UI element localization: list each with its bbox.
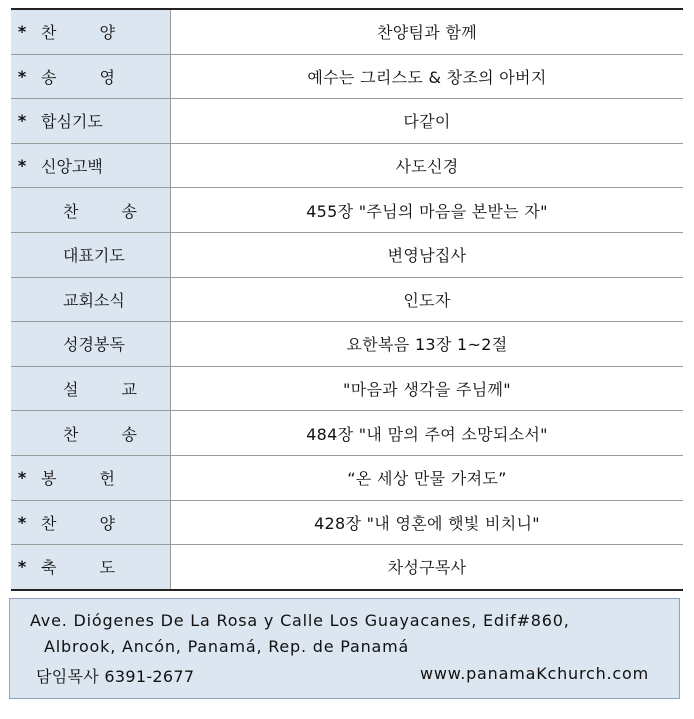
order-row [11, 10, 683, 55]
order-label-cell [11, 233, 171, 277]
order-label-cell [11, 456, 171, 500]
standing-marker: * [17, 111, 27, 131]
order-row [11, 188, 683, 233]
order-content: 인도자 [403, 290, 451, 310]
order-content: 변영남집사 [387, 246, 467, 266]
order-label [41, 555, 115, 578]
order-label-cell [11, 10, 171, 54]
order-content: "마음과 생각을 주님께" [343, 380, 511, 400]
order-row [11, 278, 683, 323]
order-label [63, 199, 137, 222]
order-label-cell [11, 278, 171, 322]
order-label-part: 양 [99, 513, 115, 533]
order-content: 455장 "주님의 마음을 본받는 자" [306, 201, 548, 221]
order-row [11, 545, 683, 589]
standing-marker: * [17, 468, 27, 488]
order-content: 찬양팀과 함께 [377, 23, 477, 43]
order-content: 428장 "내 영혼에 햇빛 비치니" [314, 513, 540, 533]
order-content: 사도신경 [395, 157, 459, 177]
order-row [11, 367, 683, 412]
order-label-part: 영 [99, 67, 115, 87]
order-label-part: 성경봉독 [63, 335, 125, 355]
order-label-cell [11, 411, 171, 455]
order-label-part: 도 [99, 558, 115, 578]
order-label-part: 봉 [41, 469, 57, 489]
order-label [41, 20, 115, 43]
order-label-cell [11, 501, 171, 545]
worship-order-table [11, 8, 683, 591]
order-label-cell [11, 322, 171, 366]
order-label-cell [11, 55, 171, 99]
order-row [11, 233, 683, 278]
order-label [63, 288, 125, 311]
standing-marker: * [17, 557, 27, 577]
order-label-cell [11, 188, 171, 232]
church-info-footer [9, 598, 680, 699]
order-label-cell [11, 545, 171, 589]
order-content: 차성구목사 [387, 558, 467, 578]
order-content: 484장 "내 맘의 주여 소망되소서" [306, 424, 548, 444]
order-label-part: 합심기도 [41, 112, 103, 132]
standing-marker: * [17, 156, 27, 176]
order-label [41, 466, 115, 489]
order-label-part: 찬 [63, 201, 79, 221]
order-label-part: 헌 [99, 469, 115, 489]
order-row [11, 144, 683, 189]
order-label-part: 양 [99, 23, 115, 43]
standing-marker: * [17, 22, 27, 42]
order-label-cell [11, 367, 171, 411]
order-label-cell [11, 99, 171, 143]
order-label-part: 찬 [41, 23, 57, 43]
order-content: 요한복음 13장 1~2절 [346, 335, 508, 355]
order-label-part: 찬 [41, 513, 57, 533]
order-label-part: 찬 [63, 424, 79, 444]
order-label [41, 109, 103, 132]
order-label [63, 422, 137, 445]
order-label [41, 154, 103, 177]
address-line-2: Albrook, Ancón, Panamá, Rep. de Panamá [44, 637, 410, 656]
standing-marker: * [17, 66, 27, 86]
order-row [11, 55, 683, 100]
address-line-1: Ave. Diógenes De La Rosa y Calle Los Guayacanes, Edif#860, [30, 611, 570, 630]
order-label [63, 332, 125, 355]
order-label [41, 511, 115, 534]
order-label-part: 대표기도 [63, 246, 125, 266]
order-row [11, 99, 683, 144]
order-label-part: 축 [41, 558, 57, 578]
order-label-part: 교 [121, 380, 137, 400]
order-label [41, 65, 115, 88]
order-row [11, 411, 683, 456]
order-label-part: 송 [121, 424, 137, 444]
standing-marker: * [17, 512, 27, 532]
order-label-part: 송 [41, 67, 57, 87]
order-label [63, 377, 137, 400]
website-link[interactable]: www.panamaKchurch.com [420, 664, 649, 683]
order-label-part: 송 [121, 201, 137, 221]
order-label-part: 교회소식 [63, 290, 125, 310]
order-label-part: 설 [63, 380, 79, 400]
order-content: 다같이 [403, 112, 451, 132]
order-label [63, 243, 125, 266]
order-row [11, 322, 683, 367]
order-content: “온 세상 만물 가져도” [347, 469, 507, 489]
order-label-cell [11, 144, 171, 188]
order-row [11, 456, 683, 501]
order-label-part: 신앙고백 [41, 157, 103, 177]
pastor-phone: 담임목사 6391-2677 [36, 667, 195, 686]
order-row [11, 501, 683, 546]
order-content: 예수는 그리스도 & 창조의 아버지 [307, 67, 547, 87]
